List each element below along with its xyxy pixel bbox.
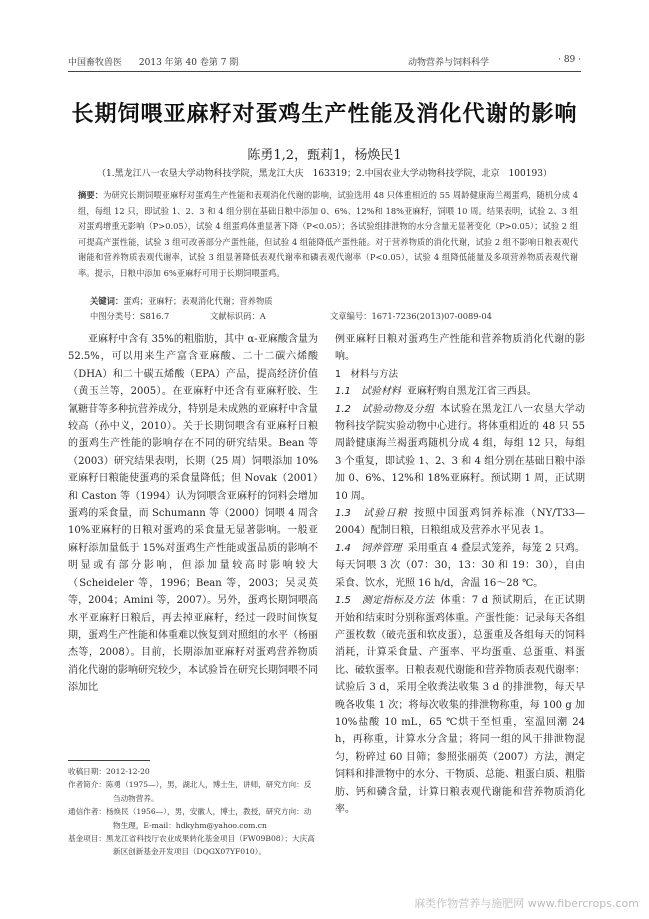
footnote-corresponding: 通信作者：杨焕民（1956—），男，安徽人，博士，教授，研究方向：动物生理，E-mail：hdkyhm@yahoo.com.cn <box>68 807 312 830</box>
intro-continuation: 例亚麻籽日粮对蛋鸡生产性能和营养物质消化代谢的影响。 <box>335 334 585 363</box>
subsection-1-2 <box>335 401 585 505</box>
footnotes <box>68 765 318 859</box>
subsection-1-3 <box>335 505 585 540</box>
subsection-1-1-text: 亚麻籽购自黑龙江省三西县。 <box>406 386 537 398</box>
header-rule <box>68 71 581 72</box>
classification-row <box>90 309 570 324</box>
issue-info: 2013 年第 40 卷第 7 期 <box>138 58 239 68</box>
subsection-1-1-title: 1.1 试验材料 <box>335 386 401 398</box>
affiliation: （1.黑龙江八一农垦大学动物科技学院，黑龙江大庆 163319；2.中国农业大学动物科技学院，北京 100193） <box>97 169 552 179</box>
keywords-text: 蛋鸡；亚麻籽；表观消化代谢；营养物质 <box>123 296 273 306</box>
keywords <box>90 294 570 309</box>
abstract-label: 摘要： <box>78 190 104 200</box>
section-heading-1: 1 材料与方法 <box>335 368 399 380</box>
document-code: 文献标识码：A <box>210 311 266 321</box>
abstract-text: 为研究长期饲喂亚麻籽对蛋鸡生产性能和表观消化代谢的影响，试验选用 48 只体重相近的 55 周龄健康海兰褐蛋鸡，随机分成 4 组，每组 12 只，即试验 1、2、3 和 4 组分别在基础日粮中添加 0、6%、12%和 18%亚麻籽，饲喂 10 周。结果表明，试验 2、3 组对蛋鸡增重无影响（P>0.05），试验 4 组蛋鸡体重显著下降（P<0.05）；各试验组排泄物的水分含量无显著变化（P>0.05）；试验 2 组可提高产蛋性能，试验 3 组可改善部分产蛋性能，但试验 4 组能降低产蛋性能。对于营养物质的消化代谢，试验 2 组不影响日粮表观代谢能和营养物质表观代谢率，试验 3 组显著降低表观代谢率和磷表观代谢率（P<0.05），试验 4 组降低能量及多项营养物质表观代谢率。提示，日粮中添加 6%亚麻籽可用于长期饲喂蛋鸡。 <box>78 190 578 278</box>
subsection-1-1 <box>335 383 585 400</box>
footnote-author: 作者简介：陈勇（1975—），男，湖北人，博士生，讲师，研究方向：反刍动物营养。 <box>68 780 312 803</box>
header-left <box>68 55 252 68</box>
watermark: 麻类作物营养与施肥网 www.fibercrops.com <box>414 897 639 910</box>
subsection-1-4-text: 采用重直 4 叠层式笼养，每笼 2 只鸡。每天饲喂 3 次（07：30，13：30 和 19：30），自由采食、饮水，光照 16 h/d，舍温 16～28 ℃。 <box>335 542 585 589</box>
subsection-1-5 <box>335 592 585 818</box>
subsection-1-3-title: 1.3 试验日粮 <box>335 508 408 520</box>
clc-number: 中图分类号：S816.7 <box>90 311 170 321</box>
footnote-received: 收稿日期：2012-12-20 <box>68 767 150 776</box>
subsection-1-2-text: 本试验在黑龙江八一农垦大学动物科技学院实验动物中心进行。将体重相近的 48 只 55 周龄健康海兰褐蛋鸡随机分成 4 组，每组 12 只，每组 3 个重复，即试验 1、2、3 和 4 组分别在基础日粮中添加 0、6%、12%和 18%亚麻籽。预试期 1 周，正试期 10 周。 <box>335 403 586 502</box>
article-title: 长期饲喂亚麻籽对蛋鸡生产性能及消化代谢的影响 <box>71 102 578 127</box>
subsection-1-4-title: 1.4 饲养管理 <box>335 542 402 554</box>
section-name: 动物营养与饲料科学 <box>408 58 490 68</box>
footnote-funding: 基金项目：黑龙江省科技厅农业成果转化基金项目（FW09B08）；大庆高新区创新基金开发项目（DQGX07YF010）。 <box>68 834 315 857</box>
body-column-right <box>335 331 585 818</box>
article-meta <box>90 294 570 324</box>
journal-name: 中国畜牧兽医 <box>68 58 123 68</box>
subsection-1-2-title: 1.2 试验动物及分组 <box>335 403 435 415</box>
body-column-left <box>68 331 318 697</box>
page-number: · 89 · <box>558 55 581 65</box>
subsection-1-5-title: 1.5 测定指标及方法 <box>335 595 435 607</box>
subsection-1-4 <box>335 540 585 592</box>
subsection-1-3-text: 按照中国蛋鸡饲养标准（NY/T33—2004）配制日粮，日粮组成及营养水平见表 1。 <box>335 508 585 537</box>
article-number: 文章编号：1671-7236(2013)07-0089-04 <box>330 311 492 321</box>
subsection-1-5-text: 体重：7 d 预试期后，在正试期开始和结束时分别称蛋鸡体重。产蛋性能：记录每天各组产蛋枚数（破壳蛋和软皮蛋），总蛋重及各组每天的饲料消耗，计算采食量、产蛋率、平均蛋重、总蛋重、料蛋比、破软蛋率。日粮表观代谢能和营养物质表观代谢率：试验后 3 d，采用全收粪法收集 3 d 的排泄物，每天早晚各收集 1 次；将每次收集的排泄物称重，每 100 g 加 10%盐酸 10 mL，65 ℃烘干至恒重，室温回潮 24 h，再称重，计算水分含量；将同一组的风干排泄物混匀，粉碎过 60 目筛；参照张丽英（2007）方法，测定饲料和排泄物中的水分、干物质、总能、粗蛋白质、粗脂肪、钙和磷含量，计算日粮表观代谢能和营养物质消化率。 <box>335 595 585 815</box>
author-list: 陈勇1,2，甄莉1，杨焕民1 <box>247 148 402 163</box>
intro-paragraph: 亚麻籽中含有 35%的粗脂肪，其中 α-亚麻酸含量为 52.5%，可以用来生产富含亚麻酸、二十二碳六烯酸（DHA）和二十碳五烯酸（EPA）产品，提高经济价值（黄玉兰等，2005）。在亚麻籽中还含有亚麻籽胶、生氰糖苷等多种抗营养成分，特别是未成熟的亚麻籽中含量较高（孙中义，2010）。关于长期饲喂含有亚麻籽日粮的蛋鸡生产性能的影响存在不同的研究结果。Bean 等（2003）研究结果表明，长期（25 周）饲喂添加 10%亚麻籽日粮能使蛋鸡的采食量降低；但 Novak（2001）和 Caston 等（1994）认为饲喂含亚麻籽的饲料会增加蛋鸡的采食量，而 Schumann 等（2000）饲喂 4 周含 10%亚麻籽的日粮对蛋鸡的采食量无显著影响。一般亚麻籽添加量低于 15%对蛋鸡生产性能或蛋品质的影响不明显或有部分影响，但添加量较高时影响较大（Scheideler 等，1996；Bean 等，2003；吴灵英等，2004；Amini 等，2007）。另外，蛋鸡长期饲喂高水平亚麻籽日粮后，再去掉亚麻籽，经过一段时间恢复期，蛋鸡生产性能和体重难以恢复到对照组的水平（杨丽杰等，2008）。目前，长期添加亚麻籽对蛋鸡营养物质消化代谢的影响研究较少，本试验旨在研究长期饲喂不同添加比 <box>68 334 318 694</box>
abstract <box>78 188 578 282</box>
keywords-label: 关键词： <box>90 296 124 306</box>
footnote-rule <box>68 760 150 761</box>
running-header <box>68 55 581 69</box>
